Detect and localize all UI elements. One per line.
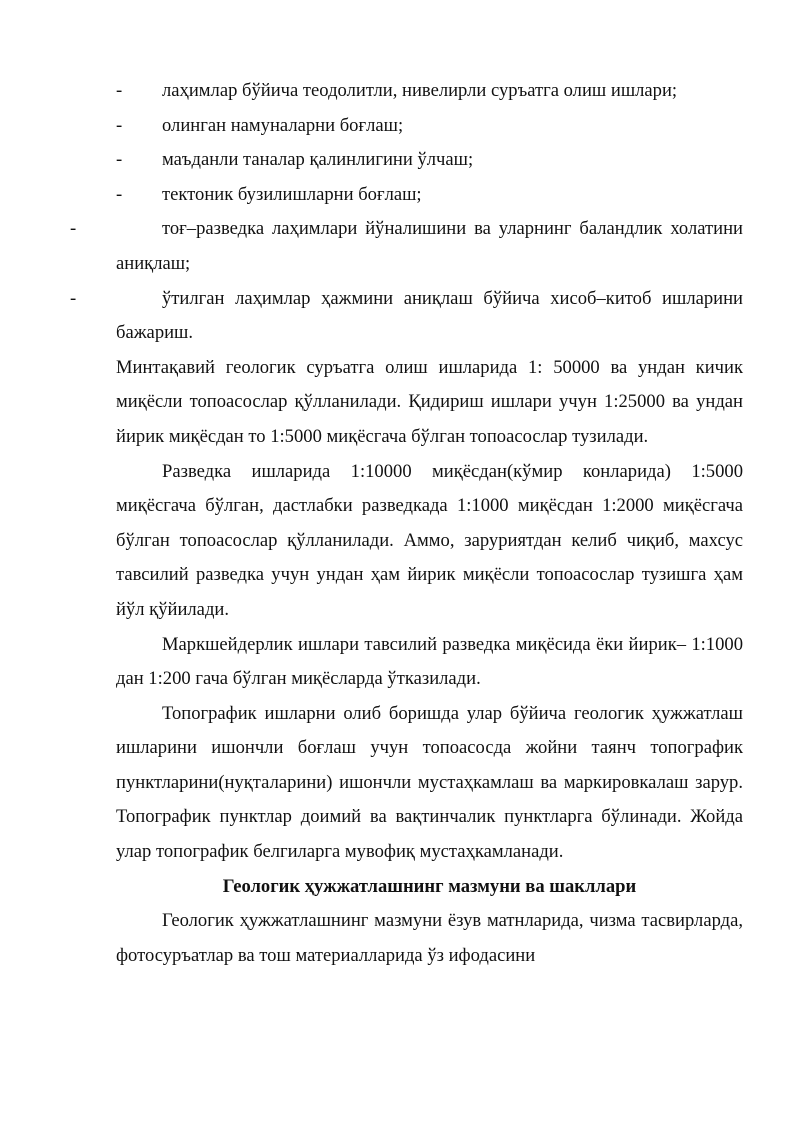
bullet-item bbox=[116, 178, 743, 213]
bullet-dash: - bbox=[70, 218, 77, 240]
paragraph-topographic-work: Топографик ишларни олиб боришда улар бўйича геологик ҳужжатлаш ишларини ишончли боғлаш учун топоасосда жойни таянч топографик пунктларини(нуқталарини) ишончли мустаҳкамлаш ва маркировкалаш зарур. Топографик пунктлар доимий ва вақтинчалик пунктларга бўлинади. Жойда улар топографик белгиларга мувофиқ мустаҳкамланади. bbox=[116, 702, 743, 863]
bullet-text: олинган намуналарни боғлаш; bbox=[162, 114, 404, 136]
bullet-text: тектоник бузилишларни боғлаш; bbox=[162, 183, 422, 205]
document-page bbox=[70, 74, 743, 973]
bullet-item bbox=[116, 109, 743, 144]
bullet-dash: - bbox=[116, 114, 123, 136]
bullet-item bbox=[116, 74, 743, 109]
bullet-dash: - bbox=[70, 287, 77, 309]
bullet-item bbox=[70, 212, 743, 281]
bullet-item bbox=[70, 282, 743, 351]
bullet-text: лаҳимлар бўйича теодолитли, нивелирли суръатга олиш ишлари; bbox=[162, 80, 678, 101]
paragraph-regional-survey: Минтақавий геологик суръатга олиш ишларида 1: 50000 ва ундан кичик миқёсли топоасослар қўлланилади. Қидириш ишлари учун 1:25000 ва ундан йирик миқёсдан то 1:5000 миқёсгача бўлган топоасослар тузилади. bbox=[116, 356, 743, 447]
bullet-text: ўтилган лаҳимлар ҳажмини аниқлаш бўйича хисоб–китоб ишларини бажариш. bbox=[116, 287, 743, 344]
bullet-text: маъданли таналар қалинлигини ўлчаш; bbox=[162, 149, 474, 171]
bullet-text: тоғ–разведка лаҳимлари йўналишини ва уларнинг баландлик холатини аниқлаш; bbox=[116, 218, 743, 274]
paragraph-mine-surveying: Маркшейдерлик ишлари тавсилий разведка миқёсида ёки йирик– 1:1000 дан 1:200 гача бўлган миқёсларда ўтказилади. bbox=[116, 633, 743, 690]
bullet-dash: - bbox=[116, 80, 123, 101]
bullet-dash: - bbox=[116, 149, 123, 171]
paragraph-exploration: Разведка ишларида 1:10000 миқёсдан(кўмир конларида) 1:5000 миқёсгача бўлган, дастлабки разведкада 1:1000 миқёсдан 1:2000 миқёсгача бўлган топоасослар қўлланилади. Аммо, заруриятдан келиб чиқиб, махсус тавсилий разведка учун ундан ҳам йирик миқёсли топоасослар тузишга ҳам йўл қўйилади. bbox=[116, 460, 743, 620]
section-heading: Геологик ҳужжатлашнинг мазмуни ва шакллари bbox=[222, 875, 637, 897]
bullet-dash: - bbox=[116, 183, 123, 205]
bullet-item bbox=[116, 143, 743, 178]
paragraph-documentation-content: Геологик ҳужжатлашнинг мазмуни ёзув матнларида, чизма тасвирларда, фотосуръатлар ва тош материалларида ўз ифодасини bbox=[116, 910, 743, 966]
